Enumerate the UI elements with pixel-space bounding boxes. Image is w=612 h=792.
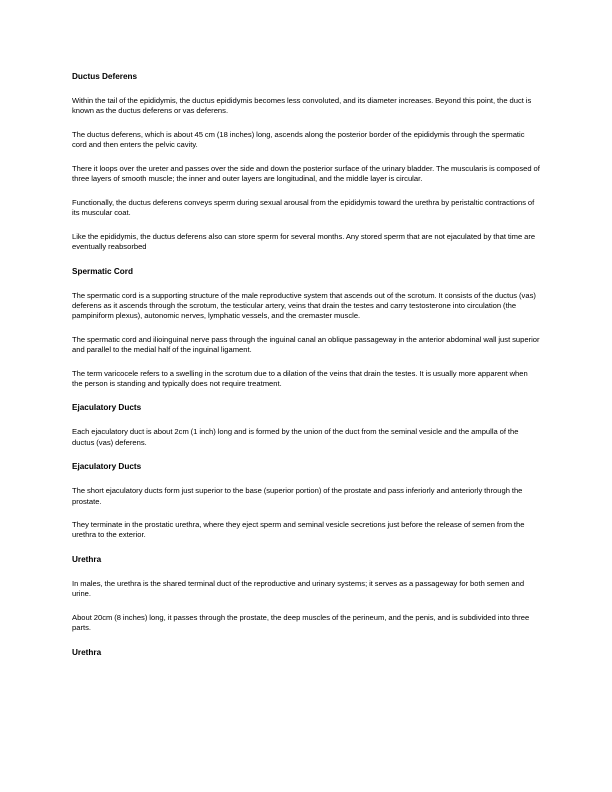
- paragraph: In males, the urethra is the shared terminal duct of the reproductive and urinary systems; it serves as a passageway for both semen and urine.: [72, 579, 525, 599]
- paragraph: Functionally, the ductus deferens conveys sperm during sexual arousal from the epididymis toward the urethra by peristaltic contractions of its muscular coat.: [72, 197, 535, 217]
- paragraph: They terminate in the prostatic urethra, where they eject sperm and seminal vesicle secretions just before the release of semen from the urethra to the exterior.: [72, 520, 525, 540]
- paragraph: The spermatic cord is a supporting structure of the male reproductive system that ascends out of the scrotum. It consists of the ductus (vas) deferens as it ascends through the scrotum, the testicular artery, veins that drain the testes and carry testosterone into circulation (the pampiniform plexus), autonomic nerves, lymphatic vessels, and the cremaster muscle.: [72, 290, 536, 320]
- section-heading-spermatic-cord: Spermatic Cord: [72, 266, 133, 276]
- section-heading-ejaculatory-ducts: Ejaculatory Ducts: [72, 403, 142, 413]
- section-heading-urethra-2: Urethra: [72, 647, 102, 657]
- paragraph: Like the epididymis, the ductus deferens also can store sperm for several months. Any stored sperm that are not ejaculated by that time are eventually reabsorbed: [72, 231, 536, 251]
- paragraph: The term varicocele refers to a swelling in the scrotum due to a dilation of the veins that drain the testes. It is usually more apparent when the person is standing and typically does not require treatment.: [72, 368, 528, 388]
- paragraph: The ductus deferens, which is about 45 cm (18 inches) long, ascends along the posterior border of the epididymis through the spermatic cord and then enters the pelvic cavity.: [72, 129, 525, 150]
- paragraph: Within the tail of the epididymis, the ductus epididymis becomes less convoluted, and its diameter increases. Beyond this point, the duct is known as the ductus deferens or vas deferens.: [72, 96, 532, 116]
- document-body: [72, 71, 540, 672]
- paragraph: The short ejaculatory ducts form just superior to the base (superior portion) of the prostate and pass inferiorly and anteriorly through the prostate.: [72, 486, 523, 506]
- section-heading-ductus-deferens: Ductus Deferens: [72, 72, 138, 81]
- paragraph: The spermatic cord and ilioinguinal nerve pass through the inguinal canal an oblique passageway in the anterior abdominal wall just superior and parallel to the medial half of the inguinal ligament.: [72, 334, 540, 354]
- paragraph: Each ejaculatory duct is about 2cm (1 inch) long and is formed by the union of the duct from the seminal vesicle and the ampulla of the ductus (vas) deferens.: [72, 427, 519, 447]
- section-heading-urethra: Urethra: [72, 555, 102, 565]
- section-heading-ejaculatory-ducts-2: Ejaculatory Ducts: [72, 462, 142, 472]
- paragraph: About 20cm (8 inches) long, it passes through the prostate, the deep muscles of the perineum, and the penis, and is subdivided into three parts.: [72, 613, 530, 633]
- paragraph: There it loops over the ureter and passes over the side and down the posterior surface of the urinary bladder. The muscularis is composed of three layers of smooth muscle; the inner and outer layers are longitudinal, and the middle layer is circular.: [72, 163, 540, 184]
